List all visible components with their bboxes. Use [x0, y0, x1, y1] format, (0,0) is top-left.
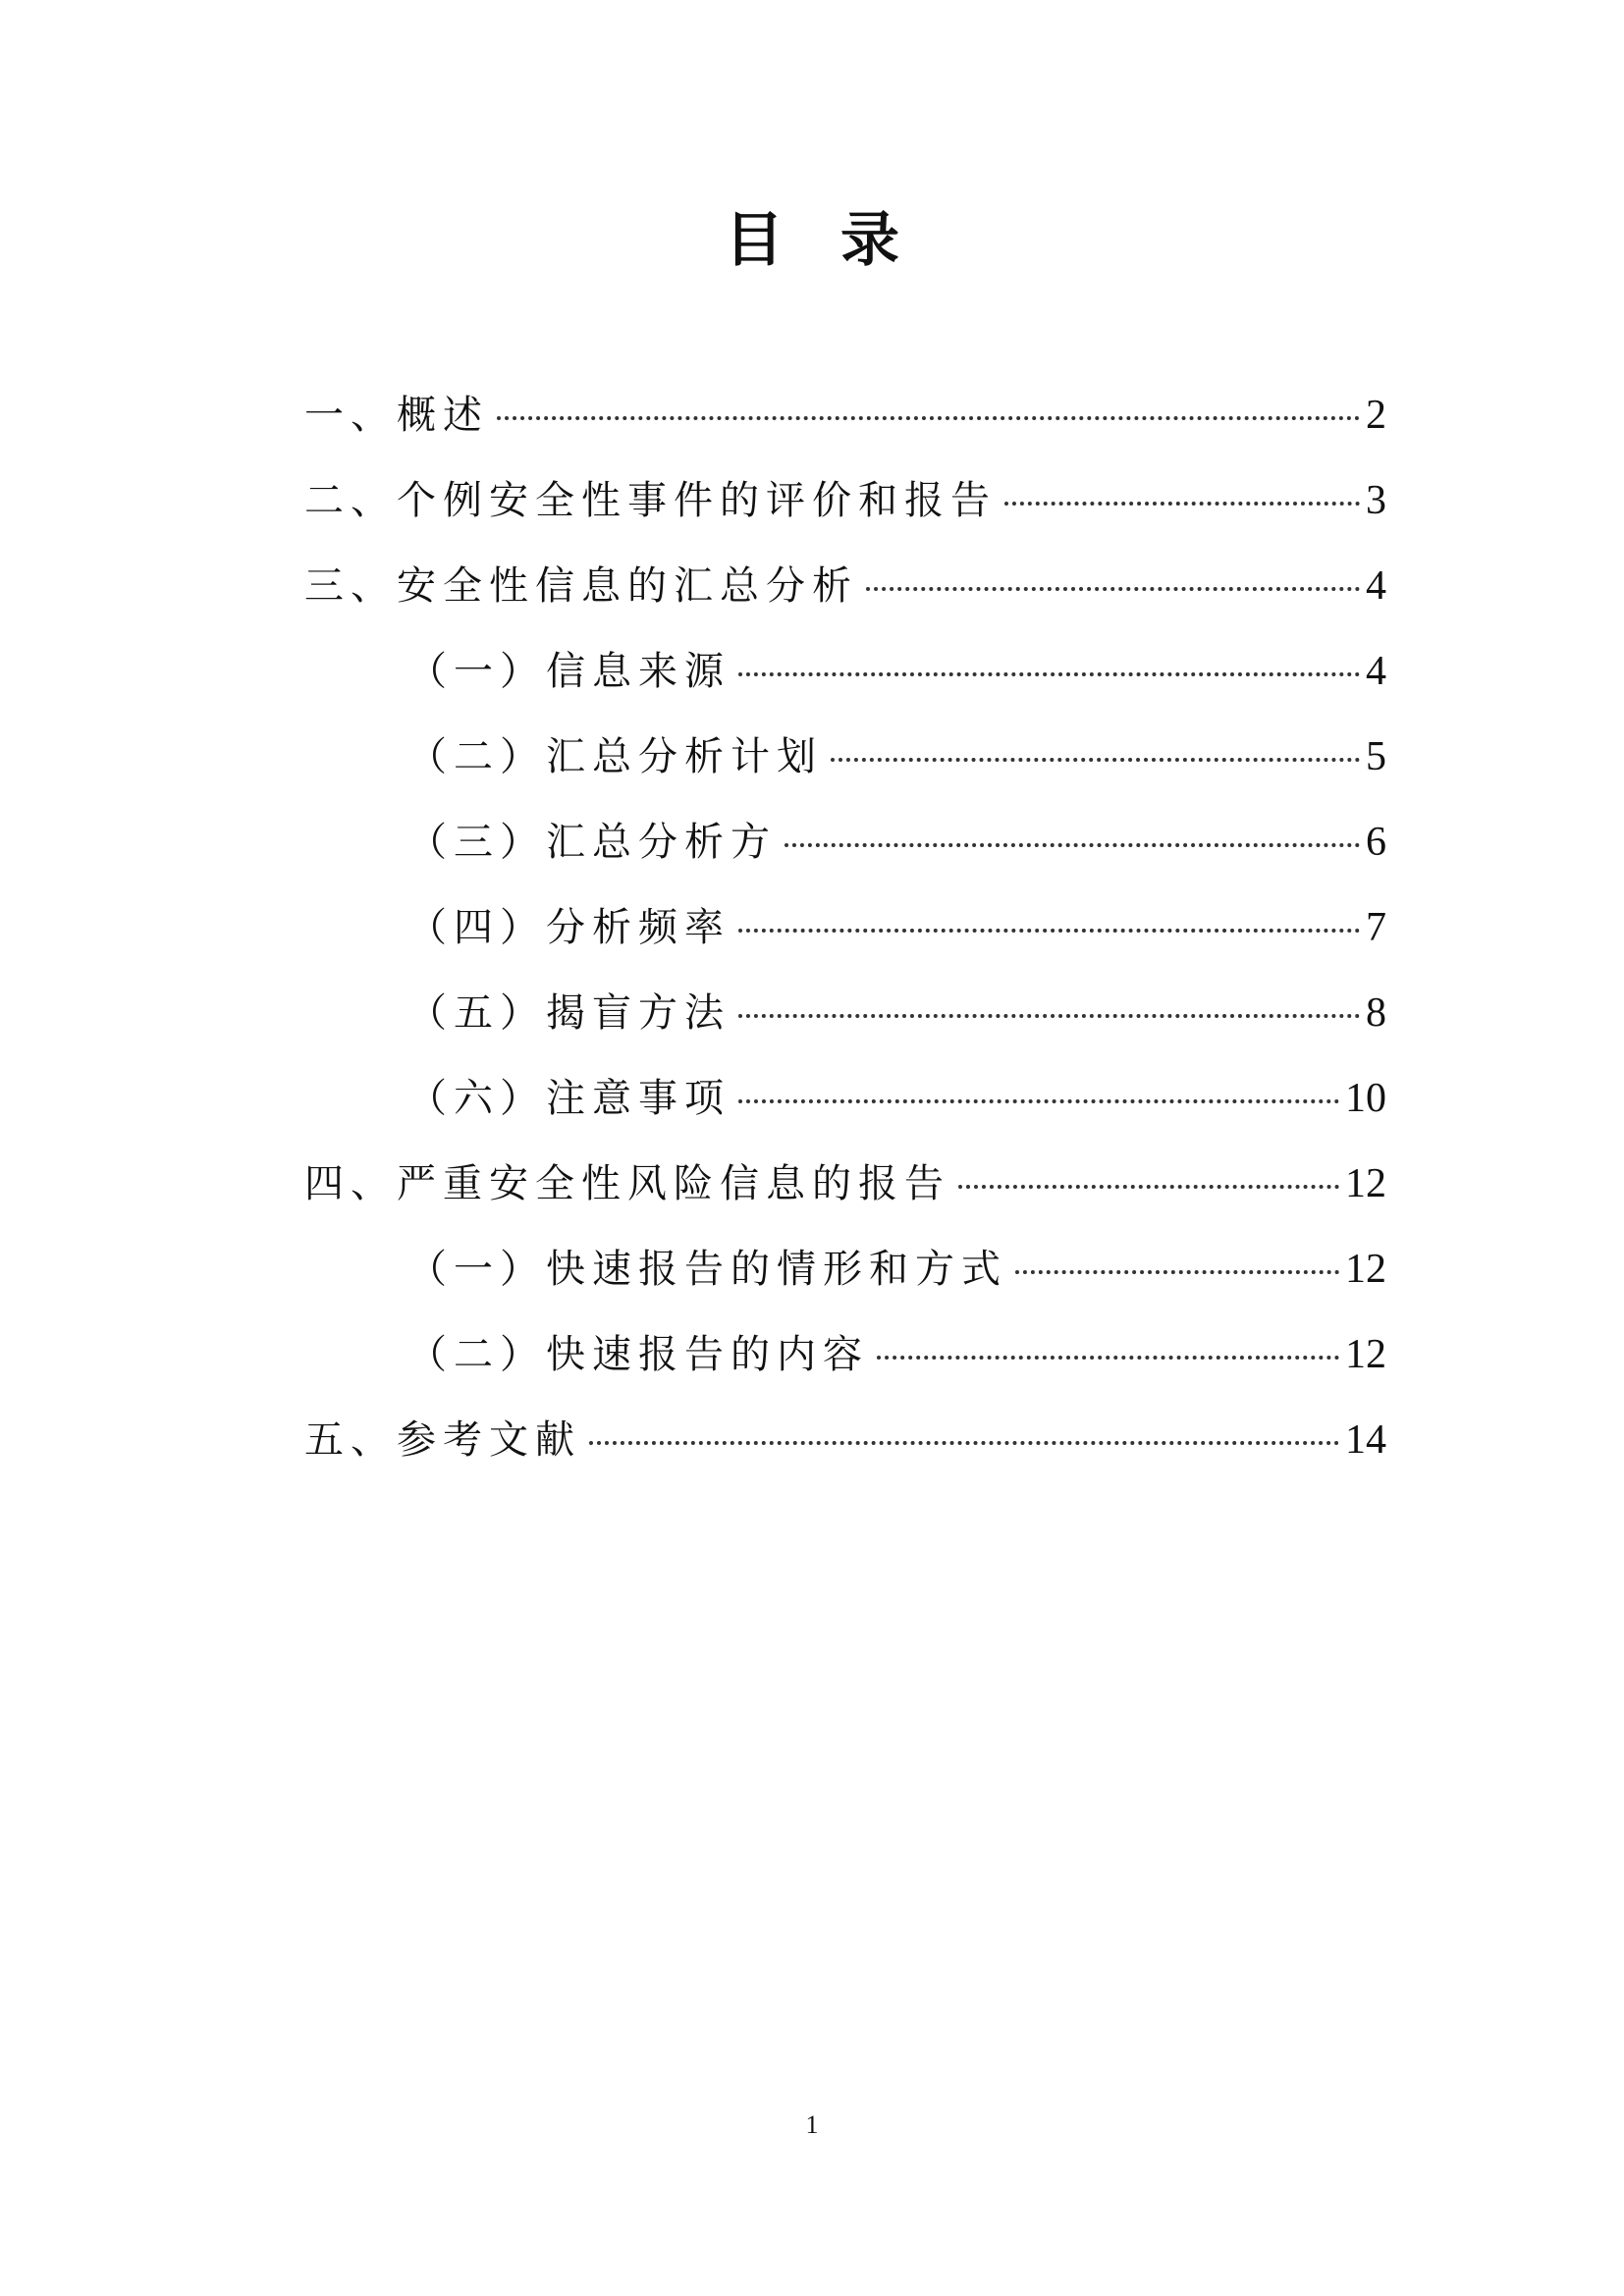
toc-entry[interactable] [304, 544, 1386, 629]
toc-entry[interactable] [304, 458, 1386, 544]
toc-entry-label: 一、概述 [304, 393, 489, 438]
table-of-contents [304, 373, 1386, 1483]
dot-leader [738, 672, 1360, 676]
toc-entry-label: （二）汇总分析计划 [407, 734, 823, 779]
toc-entry-page: 10 [1345, 1076, 1386, 1121]
toc-entry-label: （五）揭盲方法 [407, 990, 731, 1036]
toc-entry[interactable] [304, 373, 1386, 458]
toc-entry-label: （一）信息来源 [407, 649, 731, 694]
toc-entry-page: 8 [1366, 990, 1386, 1036]
toc-entry-page: 4 [1366, 649, 1386, 694]
page-number: 1 [805, 2110, 819, 2139]
toc-subentry[interactable] [304, 715, 1386, 800]
dot-leader [877, 1356, 1339, 1360]
toc-entry[interactable] [304, 1398, 1386, 1483]
dot-leader [831, 758, 1360, 762]
toc-subentry[interactable] [304, 971, 1386, 1056]
toc-entry-label: 四、严重安全性风险信息的报告 [304, 1161, 950, 1206]
dot-leader [589, 1441, 1339, 1445]
dot-leader [1004, 502, 1360, 506]
toc-subentry[interactable] [304, 885, 1386, 971]
dot-leader [958, 1185, 1339, 1189]
toc-entry-page: 4 [1366, 563, 1386, 609]
toc-entry-page: 12 [1345, 1247, 1386, 1292]
dot-leader [738, 1014, 1360, 1018]
toc-subentry[interactable] [304, 1227, 1386, 1312]
toc-entry-page: 5 [1366, 734, 1386, 779]
toc-entry-label: 三、安全性信息的汇总分析 [304, 563, 858, 609]
toc-entry[interactable] [304, 1142, 1386, 1227]
toc-subentry[interactable] [304, 629, 1386, 715]
dot-leader [497, 416, 1360, 420]
toc-subentry[interactable] [304, 1056, 1386, 1142]
toc-entry-label: （三）汇总分析方 [407, 820, 777, 865]
toc-subentry[interactable] [304, 800, 1386, 885]
dot-leader [738, 1099, 1339, 1103]
toc-entry-page: 12 [1345, 1161, 1386, 1206]
dot-leader [866, 587, 1360, 591]
toc-entry-label: （四）分析频率 [407, 905, 731, 950]
toc-entry-page: 7 [1366, 905, 1386, 950]
page-title: 目录 [725, 206, 956, 275]
toc-entry-page: 2 [1366, 393, 1386, 438]
toc-entry-label: （一）快速报告的情形和方式 [407, 1247, 1007, 1292]
dot-leader [785, 843, 1360, 847]
toc-entry-page: 14 [1345, 1417, 1386, 1463]
dot-leader [738, 929, 1360, 933]
toc-entry-label: 五、参考文献 [304, 1417, 581, 1463]
toc-entry-page: 6 [1366, 820, 1386, 865]
toc-entry-label: （二）快速报告的内容 [407, 1332, 869, 1377]
toc-entry-page: 12 [1345, 1332, 1386, 1377]
toc-entry-label: （六）注意事项 [407, 1076, 731, 1121]
toc-entry-label: 二、个例安全性事件的评价和报告 [304, 478, 997, 523]
dot-leader [1015, 1270, 1339, 1274]
toc-entry-page: 3 [1366, 478, 1386, 523]
toc-subentry[interactable] [304, 1312, 1386, 1398]
